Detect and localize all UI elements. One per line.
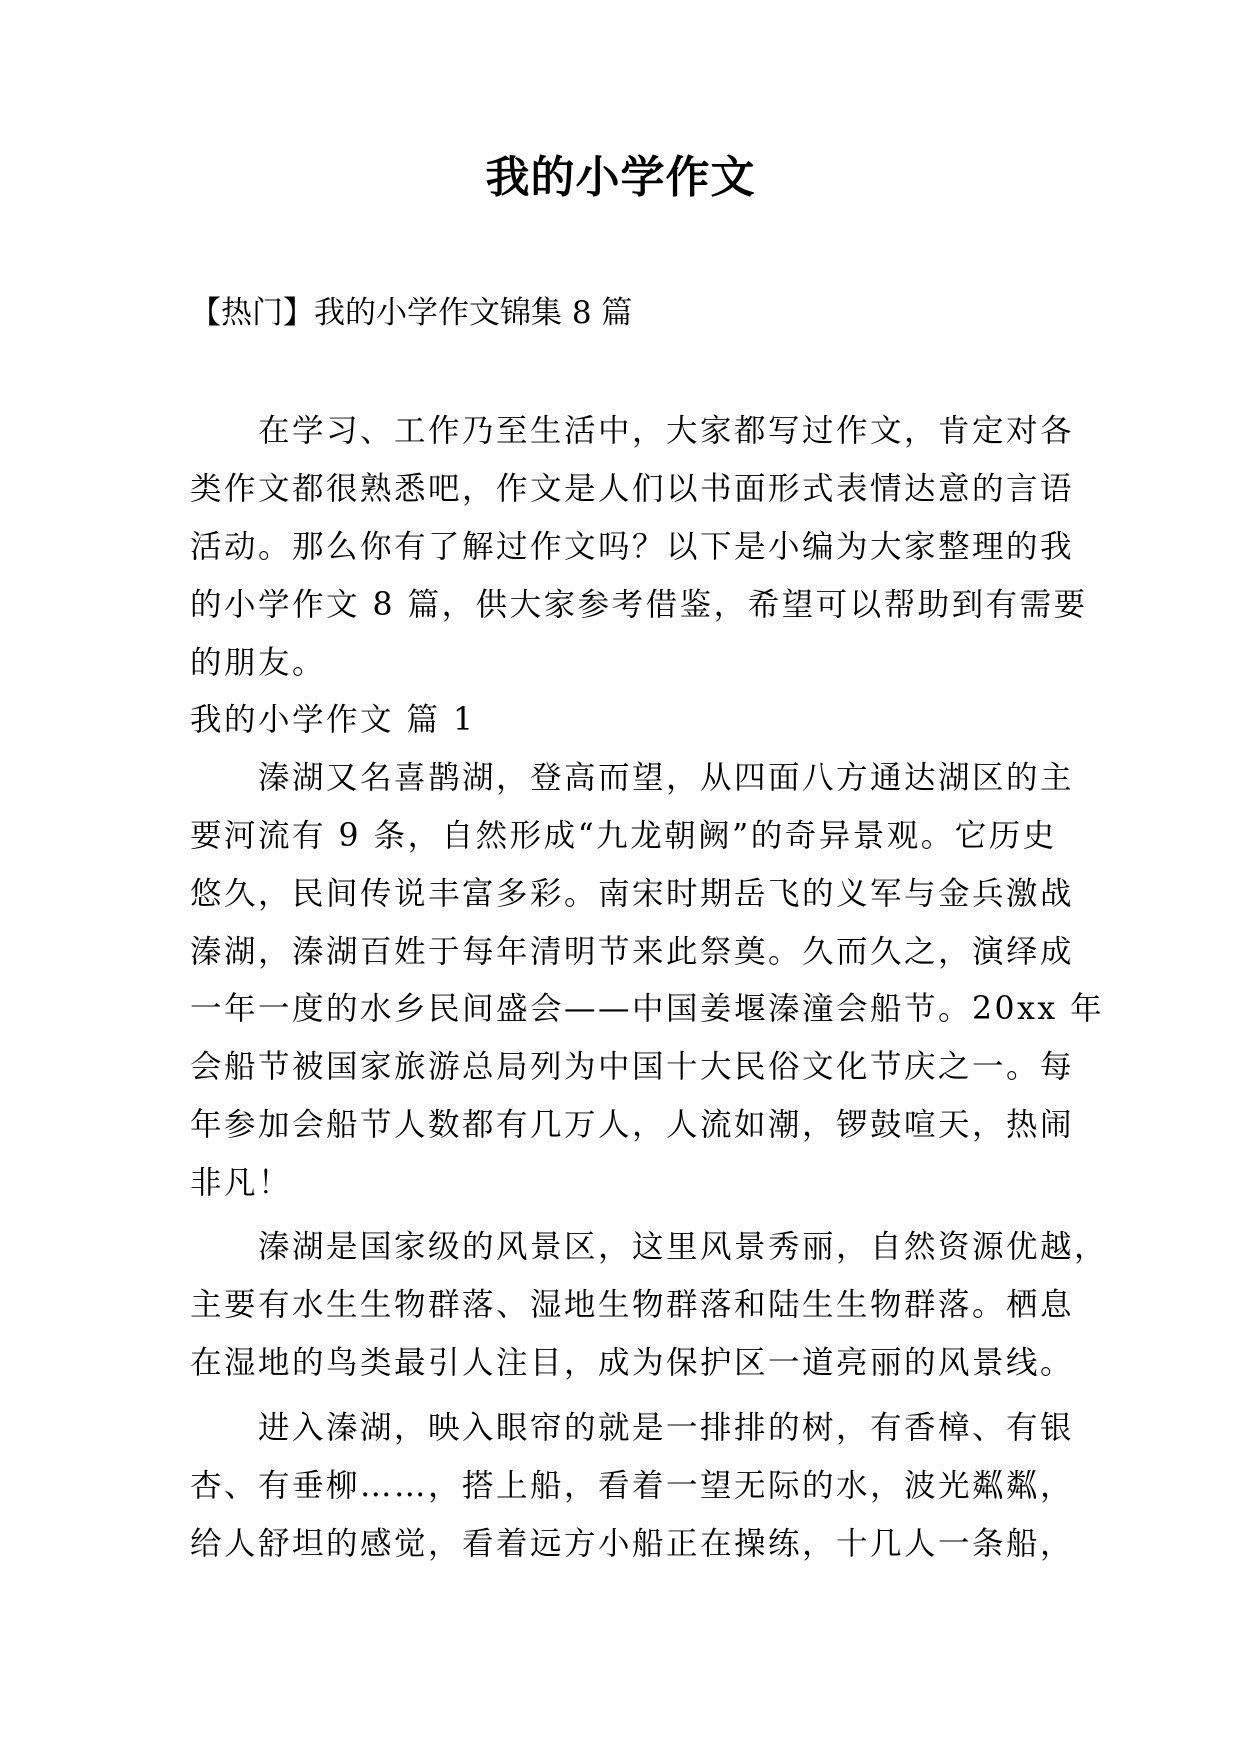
body-line: 类作文都很熟悉吧，作文是人们以书面形式表情达意的言语 — [190, 471, 1075, 507]
body-line: 年参加会船节人数都有几万人，人流如潮，锣鼓喧天，热闹 — [190, 1107, 1075, 1143]
body-line: 会船节被国家旅游总局列为中国十大民俗文化节庆之一。每 — [190, 1049, 1075, 1085]
document-title: 我的小学作文 — [485, 152, 756, 203]
body-line: 在湿地的鸟类最引人注目，成为保护区一道亮丽的风景线。 — [190, 1345, 1075, 1381]
body-line: 要河流有 9 条，自然形成“九龙朝阙”的奇异景观。它历史 — [190, 818, 1057, 854]
section-heading: 我的小学作文 篇 1 — [190, 702, 476, 738]
document-subtitle: 【热门】我的小学作文锦集 8 篇 — [190, 295, 633, 331]
body-line: 进入溱湖，映入眼帘的就是一排排的树，有香樟、有银 — [190, 1410, 1075, 1446]
body-line: 活动。那么你有了解过作文吗？以下是小编为大家整理的我 — [190, 529, 1075, 565]
body-line: 的朋友。 — [190, 645, 327, 681]
body-line: 一年一度的水乡民间盛会——中国姜堰溱潼会船节。20xx 年 — [190, 991, 1105, 1027]
body-line: 非凡！ — [190, 1165, 293, 1201]
body-line: 给人舒坦的感觉，看着远方小船正在操练，十几人一条船， — [190, 1526, 1075, 1562]
body-line: 溱湖，溱湖百姓于每年清明节来此祭奠。久而久之，演绎成 — [190, 934, 1075, 970]
body-line: 主要有水生生物群落、湿地生物群落和陆生生物群落。栖息 — [190, 1287, 1075, 1323]
body-line: 溱湖又名喜鹊湖，登高而望，从四面八方通达湖区的主 — [190, 760, 1075, 796]
body-line: 悠久，民间传说丰富多彩。南宋时期岳飞的义军与金兵激战 — [190, 876, 1075, 912]
body-line: 在学习、工作乃至生活中，大家都写过作文，肯定对各 — [190, 413, 1075, 449]
body-line: 溱湖是国家级的风景区，这里风景秀丽，自然资源优越， — [190, 1229, 1109, 1265]
body-line: 杏、有垂柳……，搭上船，看着一望无际的水，波光粼粼， — [190, 1468, 1075, 1504]
body-line: 的小学作文 8 篇，供大家参考借鉴，希望可以帮助到有需要 — [190, 587, 1088, 623]
